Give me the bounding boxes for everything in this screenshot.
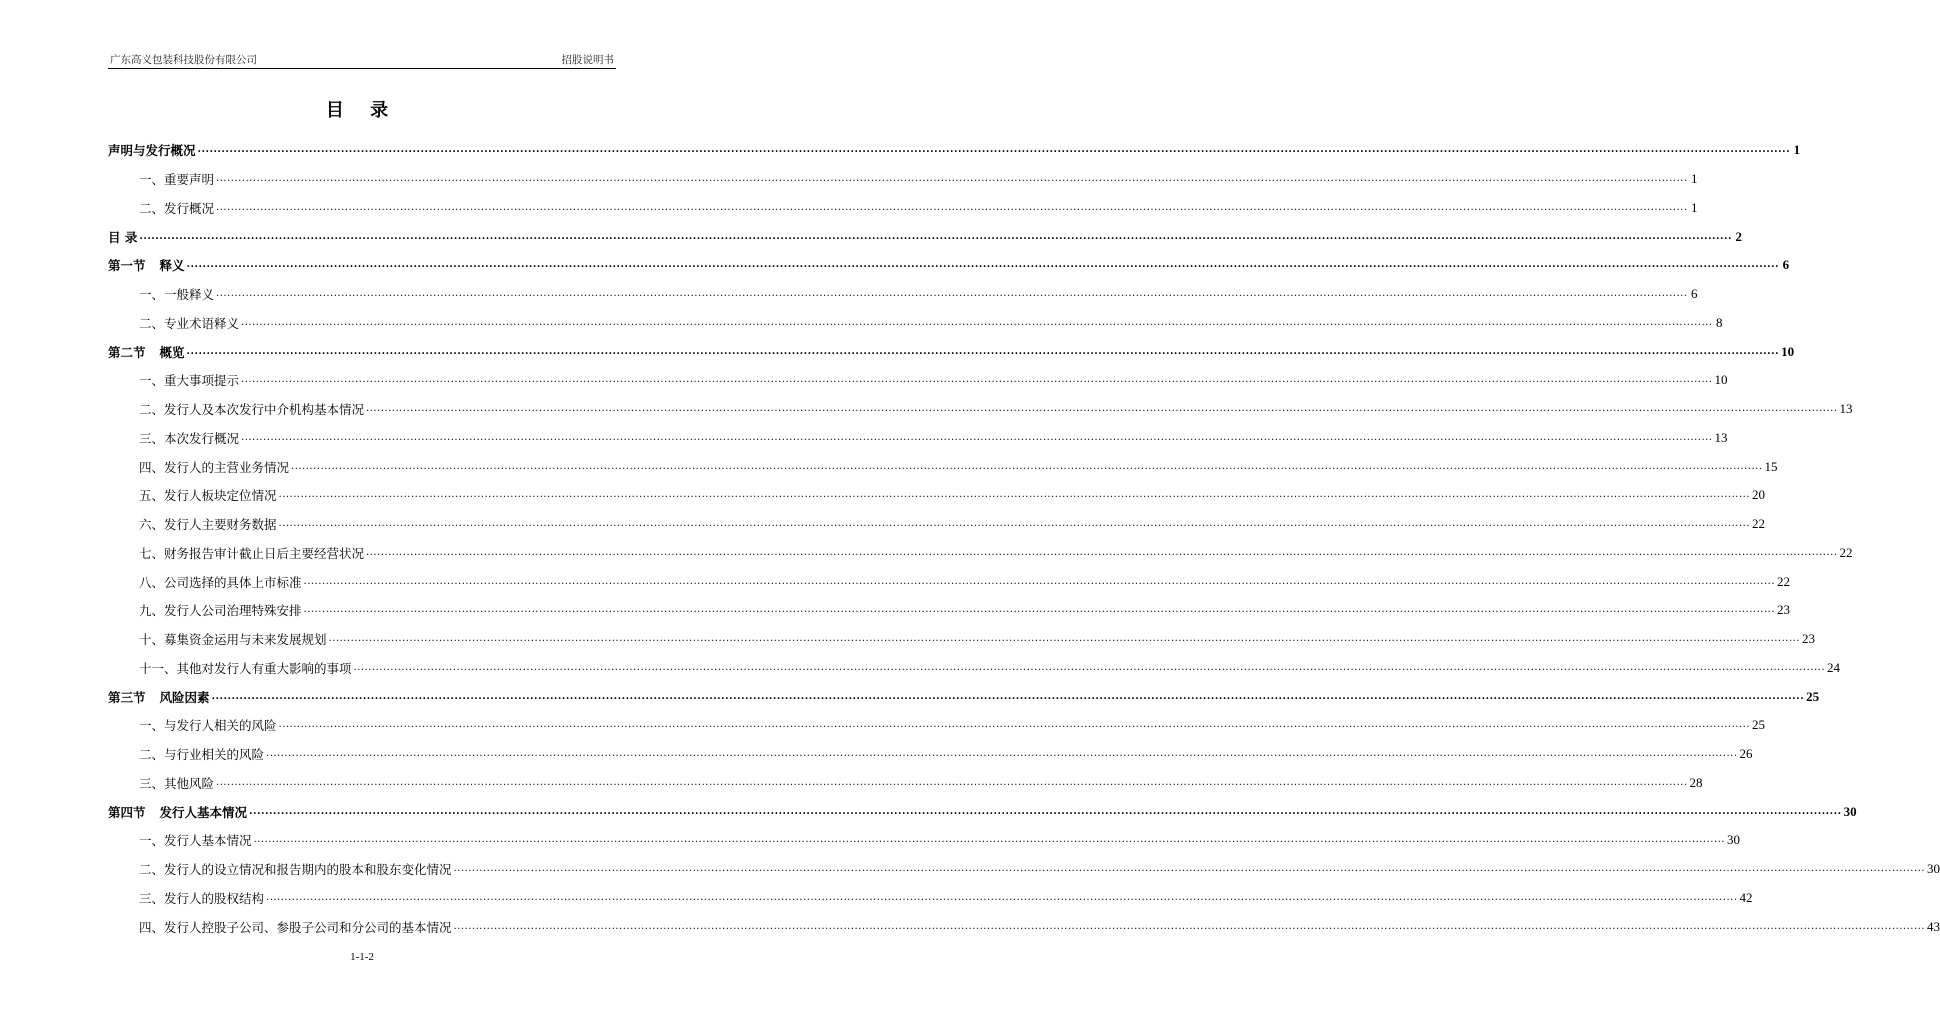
toc-leader-dots: ................................................................................................................................................................................................................................................................................................................................................................................................................ — [216, 776, 1688, 788]
toc-entry-text: 一、一般释义 — [139, 287, 215, 303]
toc-entry-label — [139, 716, 277, 734]
toc-entry-text: 释义 — [159, 258, 185, 274]
toc-entry-text: 二、发行概况 — [139, 200, 215, 216]
toc-page-number: 42 — [1739, 889, 1753, 905]
toc-page-number: 1 — [1691, 199, 1698, 215]
toc-entry-text: 五、发行人板块定位情况 — [139, 488, 277, 504]
toc-section-number: 第二节 — [108, 344, 146, 360]
toc-leader-dots: ................................................................................................................................................................................................................................................................................................................................................................................................................ — [453, 920, 1925, 932]
page-number: 1-1-2 — [350, 951, 374, 963]
toc-entry-text: 一、重大事项提示 — [139, 373, 240, 389]
toc-leader-dots: ................................................................................................................................................................................................................................................................................................................................................................................................................ — [216, 288, 1688, 300]
toc-leader-dots: ................................................................................................................................................................................................................................................................................................................................................................................................................ — [241, 374, 1713, 386]
toc-entry-text: 二、发行人及本次发行中介机构基本情况 — [139, 402, 365, 418]
toc-subsection-entry[interactable] — [108, 740, 1753, 769]
toc-leader-dots: ................................................................................................................................................................................................................................................................................................................................................................................................................ — [266, 748, 1738, 760]
toc-section-entry[interactable] — [108, 682, 1820, 711]
toc-section-number: 第一节 — [108, 258, 146, 274]
toc-page-number: 30 — [1843, 803, 1857, 819]
toc-page-number: 10 — [1781, 343, 1795, 359]
toc-entry-text: 三、其他风险 — [139, 775, 215, 791]
toc-entry-label — [139, 314, 239, 332]
toc-page-number: 6 — [1691, 286, 1698, 302]
toc-entry-label — [139, 745, 264, 763]
toc-section-entry[interactable] — [108, 222, 1742, 251]
toc-subsection-entry[interactable] — [108, 711, 1765, 740]
toc-subsection-entry[interactable] — [108, 539, 1853, 568]
toc-entry-text: 一、发行人基本情况 — [139, 833, 252, 849]
toc-entry-label — [139, 199, 214, 217]
toc-leader-dots: ................................................................................................................................................................................................................................................................................................................................................................................................................ — [211, 690, 1805, 702]
toc-entry-label — [139, 630, 327, 648]
toc-subsection-entry[interactable] — [108, 424, 1728, 453]
toc-entry-text: 二、与行业相关的风险 — [139, 747, 265, 763]
toc-entry-text: 二、专业术语释义 — [139, 315, 240, 331]
toc-section-entry[interactable] — [108, 797, 1857, 826]
toc-subsection-entry[interactable] — [108, 309, 1723, 338]
toc-page-number: 22 — [1777, 573, 1790, 589]
toc-entry-label — [139, 860, 452, 878]
toc-page-number: 10 — [1714, 372, 1728, 388]
toc-entry-text: 四、发行人控股子公司、参股子公司和分公司的基本情况 — [139, 919, 452, 935]
toc-section-entry[interactable] — [108, 337, 1795, 366]
document-type: 招股说明书 — [561, 54, 614, 66]
toc-entry-text: 六、发行人主要财务数据 — [139, 517, 277, 533]
toc-leader-dots: ................................................................................................................................................................................................................................................................................................................................................................................................................ — [266, 891, 1738, 903]
toc-entry-label — [108, 141, 196, 159]
toc-entry-label — [108, 256, 185, 274]
toc-subsection-entry[interactable] — [108, 452, 1778, 481]
toc-page-number: 13 — [1714, 429, 1728, 445]
toc-section-number: 第四节 — [108, 804, 146, 820]
toc-leader-dots: ................................................................................................................................................................................................................................................................................................................................................................................................................ — [366, 546, 1838, 558]
page-header — [108, 52, 616, 69]
toc-leader-dots: ................................................................................................................................................................................................................................................................................................................................................................................................................ — [249, 805, 1842, 817]
toc-page-number: 6 — [1782, 257, 1790, 273]
toc-page-number: 25 — [1806, 688, 1820, 704]
toc-subsection-entry[interactable] — [108, 884, 1753, 913]
toc-leader-dots: ................................................................................................................................................................................................................................................................................................................................................................................................................ — [453, 863, 1925, 875]
toc-entry-label — [139, 831, 252, 849]
toc-section-entry[interactable] — [108, 136, 1801, 165]
toc-entry-text: 一、重要声明 — [139, 172, 215, 188]
toc-page-number: 20 — [1752, 487, 1765, 503]
toc-leader-dots: ................................................................................................................................................................................................................................................................................................................................................................................................................ — [186, 345, 1780, 357]
toc-entry-label — [139, 515, 277, 533]
toc-section-entry[interactable] — [108, 251, 1790, 280]
toc-subsection-entry[interactable] — [108, 567, 1790, 596]
toc-page-number: 28 — [1689, 774, 1703, 790]
toc-leader-dots: ................................................................................................................................................................................................................................................................................................................................................................................................................ — [353, 661, 1825, 673]
toc-entry-label — [139, 400, 364, 418]
toc-subsection-entry[interactable] — [108, 826, 1740, 855]
toc-leader-dots: ................................................................................................................................................................................................................................................................................................................................................................................................................ — [278, 489, 1750, 501]
toc-entry-text: 十一、其他对发行人有重大影响的事项 — [139, 660, 352, 676]
toc-entry-label — [108, 688, 210, 706]
toc-entry-text: 声明与发行概况 — [108, 143, 196, 159]
toc-page-number: 13 — [1839, 401, 1853, 417]
toc-subsection-entry[interactable] — [108, 855, 1940, 884]
toc-entry-label — [139, 170, 214, 188]
toc-entry-text: 一、与发行人相关的风险 — [139, 718, 277, 734]
toc-subsection-entry[interactable] — [108, 165, 1698, 194]
toc-entry-text: 三、发行人的股权结构 — [139, 890, 265, 906]
toc-entry-label — [139, 918, 452, 936]
toc-leader-dots: ................................................................................................................................................................................................................................................................................................................................................................................................................ — [241, 431, 1713, 443]
toc-leader-dots: ................................................................................................................................................................................................................................................................................................................................................................................................................ — [216, 201, 1688, 213]
toc-page-number: 15 — [1764, 458, 1778, 474]
toc-subsection-entry[interactable] — [108, 481, 1765, 510]
toc-entry-label — [139, 458, 289, 476]
toc-subsection-entry[interactable] — [108, 625, 1815, 654]
toc-entry-text: 三、本次发行概况 — [139, 430, 240, 446]
toc-entry-text: 七、财务报告审计截止日后主要经营状况 — [139, 545, 365, 561]
toc-subsection-entry[interactable] — [108, 395, 1853, 424]
toc-entry-label — [139, 429, 239, 447]
toc-entry-text: 发行人基本情况 — [159, 804, 248, 820]
table-of-contents — [108, 136, 1940, 941]
toc-leader-dots: ................................................................................................................................................................................................................................................................................................................................................................................................................ — [241, 316, 1713, 328]
toc-entry-label — [139, 371, 239, 389]
toc-page-number: 8 — [1716, 314, 1723, 330]
toc-page-number: 43 — [1927, 918, 1940, 934]
toc-page-number: 30 — [1927, 861, 1940, 877]
toc-page-number: 30 — [1727, 832, 1740, 848]
toc-entry-text: 目 录 — [108, 229, 138, 245]
toc-subsection-entry[interactable] — [108, 194, 1698, 223]
toc-leader-dots: ................................................................................................................................................................................................................................................................................................................................................................................................................ — [139, 230, 1732, 242]
toc-leader-dots: ................................................................................................................................................................................................................................................................................................................................................................................................................ — [253, 834, 1725, 846]
toc-entry-label — [139, 601, 302, 619]
toc-page-number: 22 — [1752, 516, 1765, 532]
toc-subsection-entry[interactable] — [108, 769, 1703, 798]
toc-leader-dots: ................................................................................................................................................................................................................................................................................................................................................................................................................ — [303, 604, 1775, 616]
toc-page-number: 22 — [1839, 544, 1853, 560]
toc-entry-text: 八、公司选择的具体上市标准 — [139, 574, 302, 590]
toc-entry-label — [108, 803, 247, 821]
toc-entry-label — [139, 285, 214, 303]
toc-page-number: 23 — [1777, 602, 1790, 618]
toc-leader-dots: ................................................................................................................................................................................................................................................................................................................................................................................................................ — [186, 259, 1780, 271]
toc-entry-label — [139, 573, 302, 591]
toc-subsection-entry[interactable] — [108, 366, 1728, 395]
toc-entry-label — [139, 774, 214, 792]
company-name: 广东高义包装科技股份有限公司 — [110, 54, 257, 66]
toc-subsection-entry[interactable] — [108, 280, 1698, 309]
toc-page-number: 24 — [1827, 659, 1840, 675]
toc-leader-dots: ................................................................................................................................................................................................................................................................................................................................................................................................................ — [291, 460, 1763, 472]
toc-subsection-entry[interactable] — [108, 912, 1940, 941]
toc-page-number: 1 — [1793, 142, 1801, 158]
toc-entry-text: 二、发行人的设立情况和报告期内的股本和股东变化情况 — [139, 862, 452, 878]
toc-page-number: 2 — [1735, 228, 1742, 244]
toc-entry-text: 四、发行人的主营业务情况 — [139, 459, 290, 475]
toc-leader-dots: ................................................................................................................................................................................................................................................................................................................................................................................................................ — [197, 144, 1791, 156]
toc-entry-text: 十、募集资金运用与未来发展规划 — [139, 632, 327, 648]
toc-entry-label — [139, 659, 352, 677]
toc-leader-dots: ................................................................................................................................................................................................................................................................................................................................................................................................................ — [278, 518, 1750, 530]
toc-page-number: 25 — [1752, 717, 1765, 733]
page-title: 目 录 — [325, 100, 399, 121]
toc-leader-dots: ................................................................................................................................................................................................................................................................................................................................................................................................................ — [366, 403, 1838, 415]
toc-leader-dots: ................................................................................................................................................................................................................................................................................................................................................................................................................ — [303, 575, 1775, 587]
toc-subsection-entry[interactable] — [108, 654, 1840, 683]
toc-entry-text: 概览 — [159, 344, 185, 360]
toc-entry-label — [108, 228, 137, 246]
toc-section-number: 第三节 — [108, 689, 146, 705]
toc-leader-dots: ................................................................................................................................................................................................................................................................................................................................................................................................................ — [216, 173, 1688, 185]
toc-entry-text: 风险因素 — [159, 689, 210, 705]
toc-entry-text: 九、发行人公司治理特殊安排 — [139, 603, 302, 619]
toc-entry-label — [139, 486, 277, 504]
toc-subsection-entry[interactable] — [108, 596, 1790, 625]
toc-page-number: 26 — [1739, 746, 1753, 762]
toc-leader-dots: ................................................................................................................................................................................................................................................................................................................................................................................................................ — [278, 719, 1750, 731]
toc-page-number: 23 — [1802, 631, 1815, 647]
toc-page-number: 1 — [1691, 171, 1698, 187]
toc-leader-dots: ................................................................................................................................................................................................................................................................................................................................................................................................................ — [328, 633, 1800, 645]
toc-entry-label — [139, 889, 264, 907]
toc-entry-label — [108, 343, 185, 361]
toc-subsection-entry[interactable] — [108, 510, 1765, 539]
toc-entry-label — [139, 544, 364, 562]
